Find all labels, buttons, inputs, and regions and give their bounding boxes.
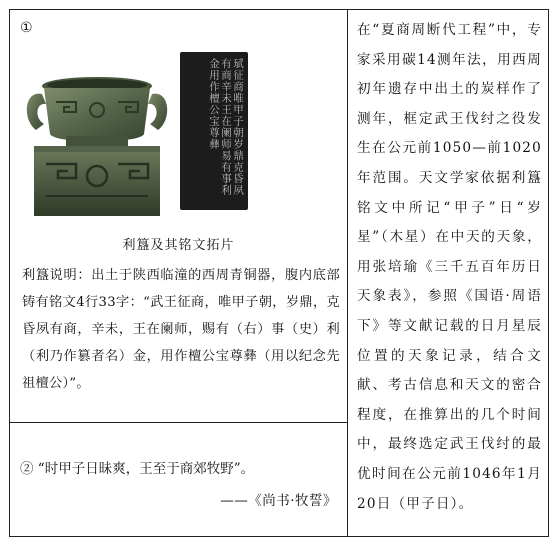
- image-caption: 利簋及其铭文拓片: [122, 238, 235, 253]
- circled-number-1: ①: [20, 20, 33, 36]
- artifact-images: [22, 52, 342, 220]
- source-cell-2: [10, 423, 347, 538]
- left-column: [10, 10, 348, 536]
- bronze-vessel-image: [22, 72, 172, 220]
- li-gui-description: 利簋说明：出土于陕西临潼的西周青铜器，腹内底部铸有铭文4行33字：“武王征商，唯甲子朝，岁鼎，克昏夙有商，辛未，王在阑师，赐有（右）事（史）利（利乃作篡者名）金，用作檀公宝尊彝（用以纪念先祖檀公）”。: [22, 268, 340, 391]
- source-cell-1: [10, 10, 347, 423]
- rubbing-glyphs: 珷征商唯甲子朝岁鼎克昏夙有商辛未王在阑师易有事利金用作檀公宝尊彝: [208, 58, 244, 196]
- inscription-rubbing-image: [180, 52, 248, 210]
- right-column: [348, 10, 548, 536]
- document-table: [9, 9, 549, 537]
- dating-project-text: 在“夏商周断代工程”中，专家采用碳14测年法，用西周初年遗存中出土的炭样作了测年，框定武王伐纣之役发生在公元前1050—前1020年范围。天文学家依据利簋铭文中所记“甲子”日“岁星”（木星）在中天的天象，用张培瑜《三千五百年历日天象表》，参照《国语·周语下》等文献记载的日月星辰位置的天象记录，结合文献、考古信息和天文的密合程度，在推算出的几个时间中，最终选定武王伐纣的最优时间在公元前1046年1月20日（甲子日）。: [357, 22, 542, 512]
- quote-source: ——《尚书·牧誓》: [220, 493, 337, 509]
- historical-quote: ② “时甲子日昧爽，王至于商郊牧野”。: [20, 461, 255, 477]
